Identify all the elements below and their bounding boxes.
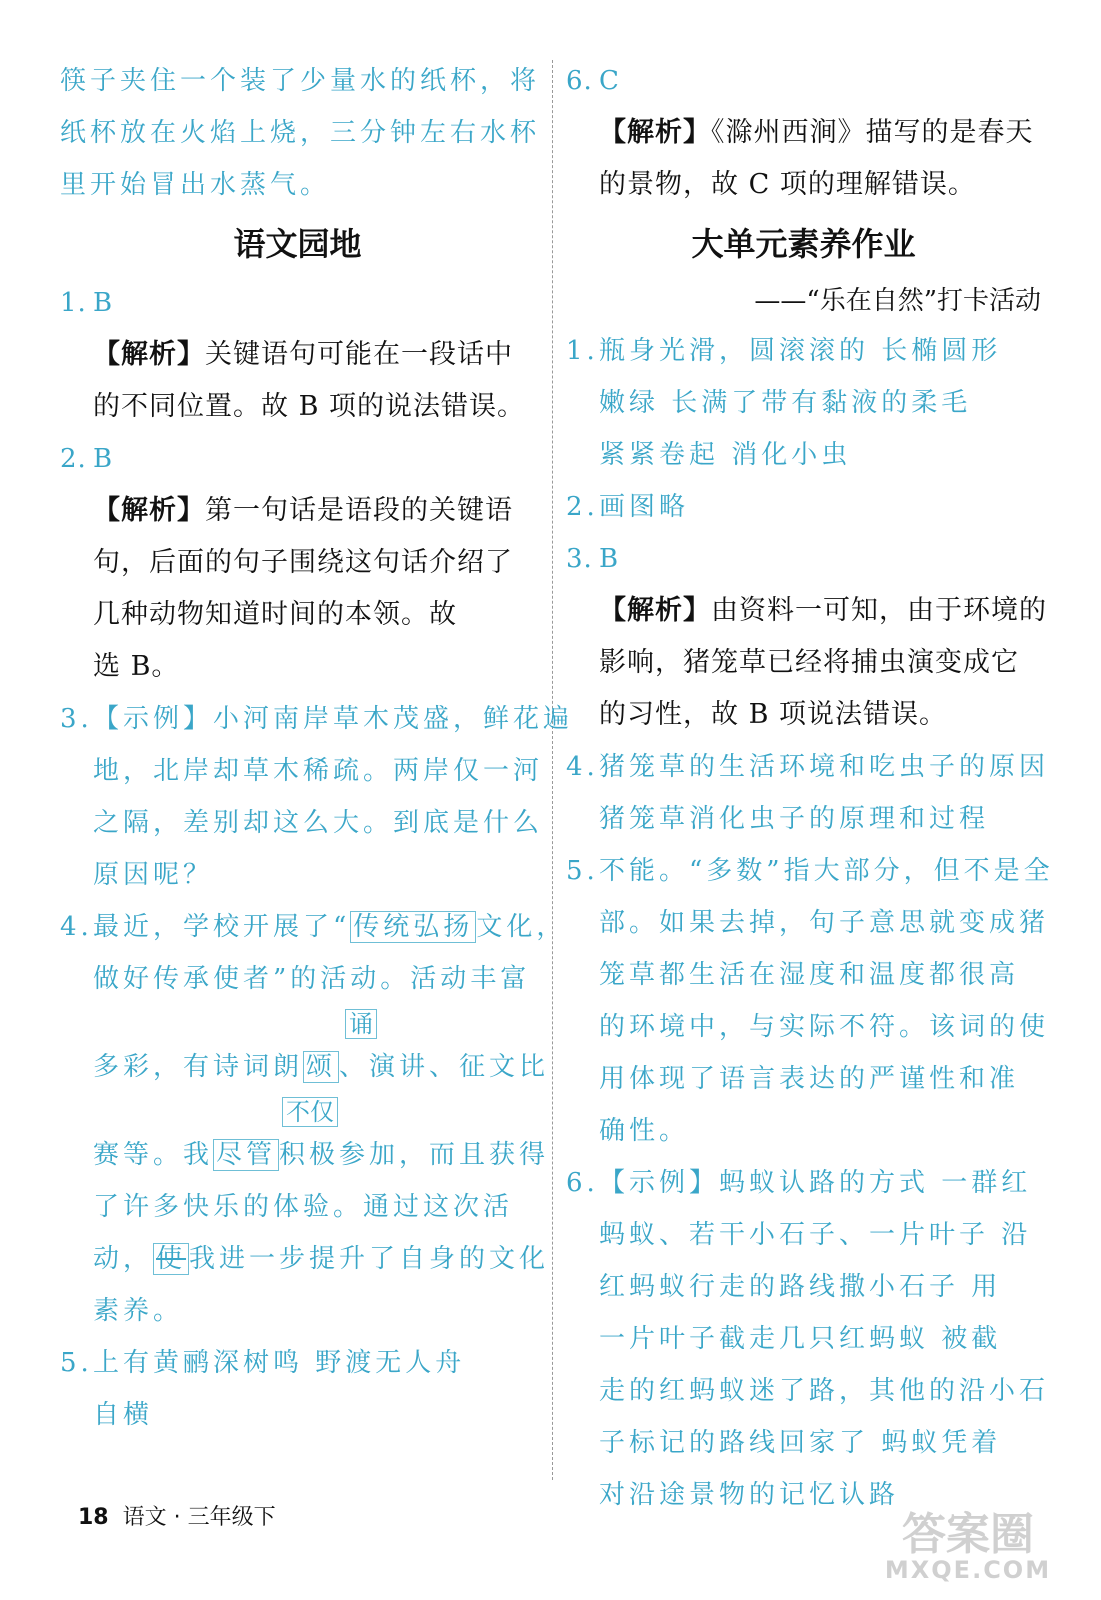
text-line: 里开始冒出水蒸气。	[60, 170, 331, 200]
q4-line: 赛等。我 尽管 积极参加，而且获得	[93, 1140, 550, 1170]
a6-example-cont: 蚂蚁、若干小石子、一片叶子 沿	[599, 1220, 1032, 1250]
marked-word: 尽管	[213, 1139, 279, 1171]
a5-answer-cont: 部。如果去掉，句子意思就变成猪	[599, 908, 1050, 938]
a6-example-cont: 对沿途景物的记忆认路	[599, 1480, 900, 1510]
q2-analysis-cont: 选 B。	[93, 651, 180, 682]
text-line: 纸杯放在火焰上烧，三分钟左右水杯	[60, 118, 541, 148]
a5-answer: 5.不能。“多数”指大部分，但不是全	[566, 856, 1054, 886]
q2-answer: 2. B	[60, 444, 117, 474]
left-column	[60, 55, 574, 1441]
q3-example: 3.【示例】小河南岸草木茂盛，鲜花遍	[60, 704, 574, 734]
q4-line: 素养。	[93, 1296, 184, 1326]
a6-example-cont: 子标记的路线回家了 蚂蚁凭着	[599, 1428, 1002, 1458]
column-divider	[552, 60, 553, 1480]
marked-word: 传统弘扬	[350, 911, 476, 943]
q5-answer: 5.上有黄鹂深树鸣 野渡无人舟	[60, 1348, 466, 1378]
q2-analysis: 【解析】第一句话是语段的关键语	[93, 495, 513, 526]
a5-answer-cont: 笼草都生活在湿度和温度都很高	[599, 960, 1020, 990]
q4-line: 做好传承使者”的活动。活动丰富	[93, 964, 531, 994]
a6-example-cont: 红蚂蚁行走的路线撒小石子 用	[599, 1272, 1002, 1302]
q5-answer-cont: 自横	[93, 1400, 154, 1430]
a5-answer-cont: 确性。	[599, 1116, 690, 1146]
page-footer	[78, 1500, 276, 1531]
a1-answer: 1.瓶身光滑，圆滚滚的 长椭圆形	[566, 336, 1002, 366]
a2-answer: 2.画图略	[566, 492, 690, 522]
q3-example-cont: 原因呢？	[93, 860, 214, 890]
a3-analysis: 【解析】由资料一可知，由于环境的	[599, 595, 1047, 626]
q3-example-cont: 地，北岸却草木稀疏。两岸仅一河	[93, 756, 544, 786]
q4-line: 了许多快乐的体验。通过这次活	[93, 1192, 514, 1222]
correction-row	[60, 1093, 535, 1129]
marked-word: 颂	[303, 1051, 339, 1083]
q1-answer: 1. B	[60, 288, 117, 318]
q2-analysis-cont: 句，后面的句子围绕这句话介绍了	[93, 547, 513, 578]
q3-example-cont: 之隔，差别却这么大。到底是什么	[93, 808, 544, 838]
page-number: 18	[78, 1505, 109, 1530]
q6-answer: 6. C	[566, 66, 623, 96]
correction-row	[60, 1005, 535, 1041]
section-title: 大单元素养作业	[691, 225, 916, 263]
q2-analysis-cont: 几种动物知道时间的本领。故	[93, 599, 457, 630]
a1-answer-cont: 紧紧卷起 消化小虫	[599, 440, 852, 470]
marked-word: 使	[153, 1243, 189, 1275]
a3-analysis-cont: 影响，猪笼草已经将捕虫演变成它	[599, 647, 1019, 678]
q1-analysis-cont: 的不同位置。故 B 项的说法错误。	[93, 391, 526, 422]
subject-label: 语文 · 三年级下	[122, 1505, 276, 1530]
text-line: 筷子夹住一个装了少量水的纸杯，将	[60, 66, 541, 96]
a5-answer-cont: 的环境中，与实际不符。该词的使	[599, 1012, 1050, 1042]
a6-example-cont: 一片叶子截走几只红蚂蚁 被截	[599, 1324, 1002, 1354]
section-title: 语文园地	[233, 225, 362, 263]
q4-line: 4.最近，学校开展了“ 传统弘扬 文化，	[60, 912, 567, 942]
a6-example-cont: 走的红蚂蚁迷了路，其他的沿小石	[599, 1376, 1050, 1406]
q6-analysis-cont: 的景物，故 C 项的理解错误。	[599, 169, 976, 200]
a6-example: 6.【示例】蚂蚁认路的方式 一群红	[566, 1168, 1032, 1198]
q6-analysis: 【解析】《滁州西涧》描写的是春天	[599, 117, 1034, 148]
q1-analysis: 【解析】关键语句可能在一段话中	[93, 339, 513, 370]
a3-analysis-cont: 的习性，故 B 项说法错误。	[599, 699, 948, 730]
a1-answer-cont: 嫩绿 长满了带有黏液的柔毛	[599, 388, 972, 418]
correction-mark: 不仅	[282, 1097, 338, 1127]
a4-answer: 4.猪笼草的生活环境和吃虫子的原因	[566, 752, 1050, 782]
q4-line: 动， 使 我进一步提升了自身的文化	[93, 1244, 550, 1274]
correction-mark: 诵	[345, 1009, 377, 1039]
q4-line: 多彩，有诗词朗 颂 、演讲、征文比	[93, 1052, 550, 1082]
watermark-logo: 答案圈 MXQE.COM	[884, 1509, 1052, 1584]
a3-answer: 3. B	[566, 544, 623, 574]
a4-answer-cont: 猪笼草消化虫子的原理和过程	[599, 804, 990, 834]
a5-answer-cont: 用体现了语言表达的严谨性和准	[599, 1064, 1020, 1094]
right-column	[566, 55, 1054, 1521]
section-subtitle: ——“乐在自然”打卡活动	[754, 286, 1041, 316]
